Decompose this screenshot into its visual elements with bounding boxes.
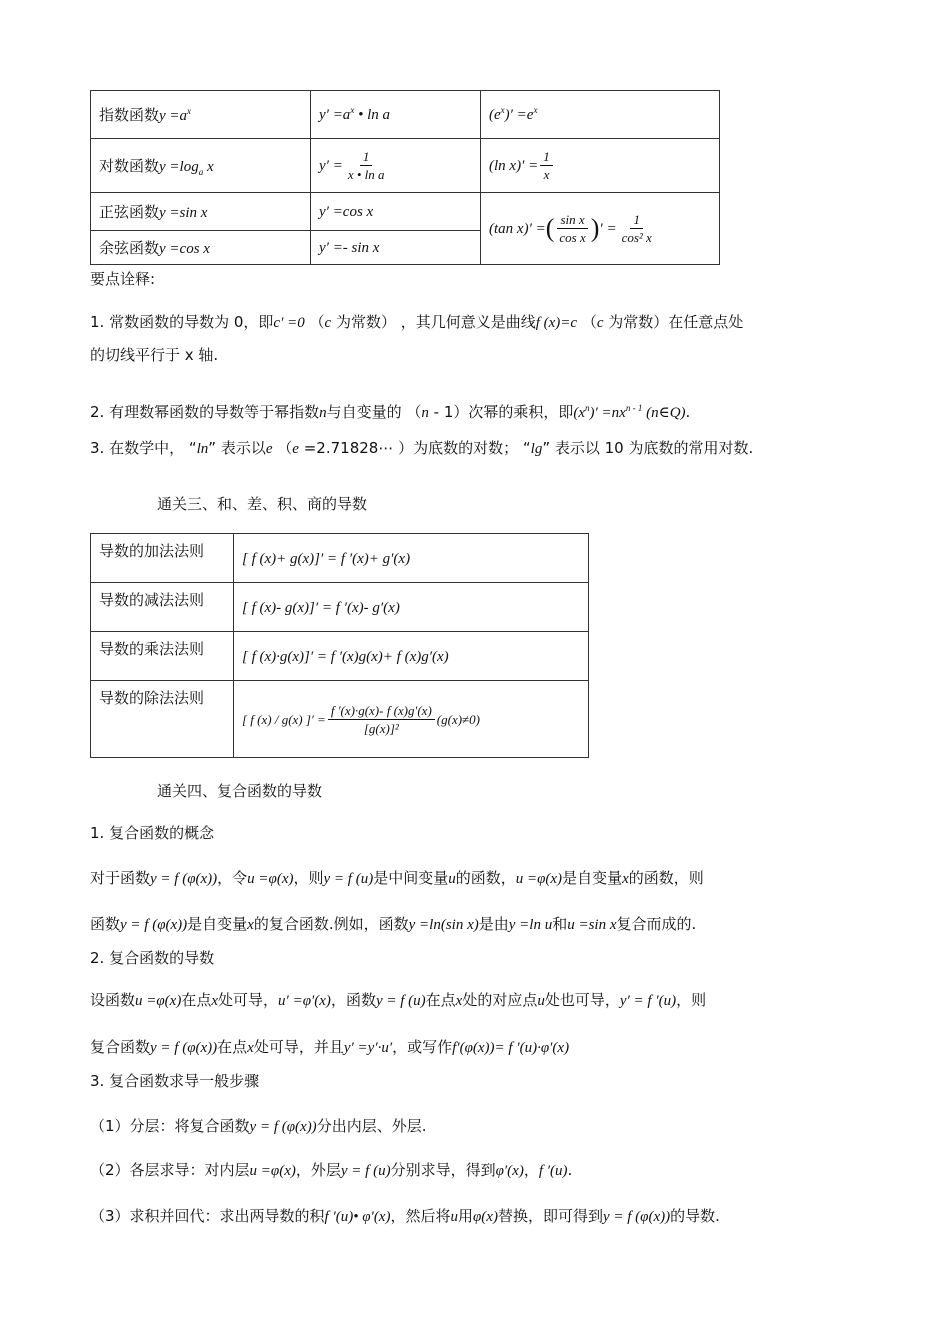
table-cell [311,193,481,231]
formula: x [203,158,214,175]
text: 处可导，并且 [253,1038,344,1056]
numerator: f ′(x)·g(x)- f (x)g′(x) [328,702,435,720]
text: 的函数，则 [628,869,704,887]
text: - 1）次幂的乘积，即 [428,403,574,421]
text: 分出内层、外层. [316,1117,427,1135]
text: ，函数 [330,991,376,1009]
denominator: cos² x [621,230,652,245]
formula: f ′(u) [538,1163,568,1179]
note-3 [90,438,753,459]
formula-sup: n [585,403,590,413]
formula: y =sin x [159,205,208,221]
text: ，外层 [295,1161,341,1179]
text: （2）各层求导：对内层 [90,1161,250,1179]
text: ， [523,1161,539,1179]
table-cell [91,91,311,139]
formula: y′ =y′·u′ [343,1040,393,1056]
basic-derivative-table [90,90,720,265]
text: 复合而成的. [616,915,697,933]
text: . [567,1161,573,1179]
fraction [619,211,655,246]
note-1 [90,312,743,333]
formula: • ln a [354,107,390,123]
formula-sup: x [350,105,355,115]
text: 用 [457,1207,473,1225]
fraction [345,148,388,183]
formula: y′ =a [319,107,351,123]
formula: n [421,405,429,421]
formula: u [448,871,456,887]
formula-sup: x [533,105,538,115]
text: ，则 [676,991,707,1009]
derivative-rules-table [90,533,589,758]
formula: (x [573,405,586,421]
formula: )′ =e [504,107,534,123]
formula: c′ =0 [273,315,305,331]
text: 对于函数 [90,869,151,887]
formula: y = f (φ(x)) [150,1040,218,1056]
formula: u′ =φ′(x) [278,993,331,1009]
text: 分别求导，得到 [390,1161,496,1179]
table-cell [234,583,589,632]
text: 和 [552,915,568,933]
formula: )′ =nx [589,405,626,421]
table-cell [91,632,234,681]
row-label: 导数的减法法则 [99,591,205,609]
text: =2.71828⋯ ）为底数的对数； “ [298,439,531,457]
text: （3）求积并回代：求出两导数的积 [90,1207,325,1225]
formula-sup: x [187,106,192,116]
subsection-2-title: 2. 复合函数的导数 [90,949,215,967]
text: 为常数） ，其几何意义是曲线 [331,313,536,331]
formula: u [450,1209,458,1225]
notes-title: 要点诠释: [90,270,156,288]
fraction [328,702,435,737]
table-cell [91,231,311,265]
section-3-title: 通关三、和、差、积、商的导数 [157,495,368,513]
fraction [540,148,553,183]
denominator: x • ln a [347,167,385,182]
text: ” 表示以 [208,439,266,457]
formula: c [324,315,332,331]
text: 处可导， [218,991,279,1009]
paren-open: ( [545,213,555,243]
text: 在点 [425,991,456,1009]
formula-sup: x [500,105,505,115]
formula: y′ = [319,158,343,174]
formula: u =φ(x) [247,871,294,887]
row-label: 导数的加法法则 [99,542,205,560]
s1-line-2 [90,914,696,935]
formula: u =φ(x) [249,1163,296,1179]
table-cell [311,231,481,265]
subsection-1-title: 1. 复合函数的概念 [90,824,215,842]
s1-line-1 [90,868,704,889]
numerator: sin x [557,211,587,229]
text: ，令 [217,869,248,887]
formula: (n∈Q) [642,405,686,421]
table-cell [311,91,481,139]
formula: x [622,871,629,887]
text: 是自变量 [562,869,623,887]
paren-close: ) [590,213,600,243]
formula: y′ = f ′(u) [619,993,677,1009]
formula: u =sin x [567,917,617,933]
step-1 [90,1116,426,1137]
text: ” 表示以 10 为底数的常用对数. [542,439,754,457]
text: ，或写作 [392,1038,453,1056]
formula-sup: n - 1 [625,403,643,413]
text: 的导数. [670,1207,720,1225]
step-3 [90,1206,720,1227]
table-cell [311,139,481,193]
formula: e [265,441,273,457]
formula: n [319,405,327,421]
denominator: cos x [559,230,586,245]
formula-sub: a [198,166,204,177]
table-cell [481,139,720,193]
section-4-title: 通关四、复合函数的导数 [157,782,323,800]
text: 在点 [217,1038,248,1056]
formula: φ′(x) [495,1163,524,1179]
formula: [ f (x)+ g(x)]′ = f ′(x)+ g′(x) [242,550,411,567]
table-cell [91,139,311,193]
formula: y =ln u [508,917,553,933]
formula: (g(x)≠0) [436,711,481,727]
formula: y = f (φ(x)) [602,1209,671,1225]
formula: y =a [159,108,188,124]
text: . [685,403,691,421]
formula: y =cos x [159,241,210,257]
text: 函数 [90,915,121,933]
text: （ [272,439,293,457]
table-cell [91,193,311,231]
formula: f′(φ(x))= f ′(u)·φ′(x) [452,1040,570,1056]
row-label: 导数的除法法则 [99,689,205,707]
formula: (ln x)′ = [489,158,539,174]
text: （ [577,313,597,331]
formula: y = f (u) [323,871,374,887]
row-label: 对数函数 [99,156,160,175]
numerator: 1 [630,211,643,229]
formula: y = f (φ(x)) [150,871,218,887]
formula: y =ln(sin x) [408,917,479,933]
fraction [556,211,588,246]
numerator: 1 [540,148,553,166]
formula: f (x)=c [535,315,578,331]
row-label: 指数函数 [99,106,160,124]
text: 与自变量的 （ [326,403,422,421]
table-cell [91,681,234,758]
table-cell [234,681,589,758]
text: 复合函数 [90,1038,151,1056]
formula: ln [196,441,209,457]
numerator: 1 [360,148,373,166]
table-cell [234,534,589,583]
formula: y = f (u) [340,1163,391,1179]
text: 替换，即可得到 [497,1207,603,1225]
formula: [ f (x)·g(x)]′ = f ′(x)g(x)+ f (x)g′(x) [242,648,449,665]
table-cell [91,534,234,583]
formula: x [211,993,219,1009]
formula: y = f (φ(x)) [249,1119,317,1135]
note-1-cont: 的切线平行于 x 轴. [90,346,219,364]
formula: ′ = [599,221,617,237]
formula: φ(x) [473,1209,498,1225]
formula: [ f (x) / g(x) ]′ = [242,711,326,727]
table-cell [481,91,720,139]
formula: x [455,993,463,1009]
text: 设函数 [90,991,136,1009]
row-label: 余弦函数 [99,239,160,257]
formula: [ f (x)- g(x)]′ = f ′(x)- g′(x) [242,599,400,616]
formula: c [596,315,604,331]
denominator: x [543,167,550,182]
text: 3. 在数学中， “ [90,439,197,457]
text: 是中间变量 [373,869,449,887]
formula: e [292,441,299,457]
formula: x [247,1040,254,1056]
formula: y = f (φ(x)) [120,917,188,933]
note-2 [90,398,690,423]
formula: y′ =cos x [319,204,374,220]
formula: u =φ(x) [515,871,563,887]
formula: y = f (u) [375,993,426,1009]
formula: u =φ(x) [135,993,182,1009]
row-label: 导数的乘法法则 [99,640,205,658]
formula: f ′(u)• φ′(x) [324,1209,391,1225]
text: 为常数）在任意点处 [603,313,744,331]
text: 是由 [478,915,509,933]
text: ，则 [293,869,324,887]
text: 1. 常数函数的导数为 0，即 [90,313,274,331]
table-cell [91,583,234,632]
s2-line-2 [90,1037,569,1058]
text: 的复合函数.例如，函数 [253,915,409,933]
text: 处的对应点 [462,991,538,1009]
text: 的函数， [455,869,516,887]
subsection-3-title: 3. 复合函数求导一般步骤 [90,1072,260,1090]
formula: x [247,917,254,933]
formula: lg [530,441,543,457]
text: 处也可导， [544,991,620,1009]
formula: u [537,993,545,1009]
formula: y =log [159,158,199,175]
formula: y′ =- sin x [319,240,380,256]
row-label: 正弦函数 [99,203,160,221]
table-cell [234,632,589,681]
step-2 [90,1160,572,1181]
s2-line-1 [90,990,706,1011]
denominator: [g(x)]² [363,720,399,736]
formula: (tan x)′ = [489,221,546,237]
formula: (e [489,107,501,123]
text: 在点 [181,991,212,1009]
text: 是自变量 [187,915,248,933]
text: （1）分层：将复合函数 [90,1117,250,1135]
text: 2. 有理数幂函数的导数等于幂指数 [90,403,320,421]
text: （ [304,313,325,331]
table-cell [481,193,720,265]
text: ，然后将 [390,1207,451,1225]
